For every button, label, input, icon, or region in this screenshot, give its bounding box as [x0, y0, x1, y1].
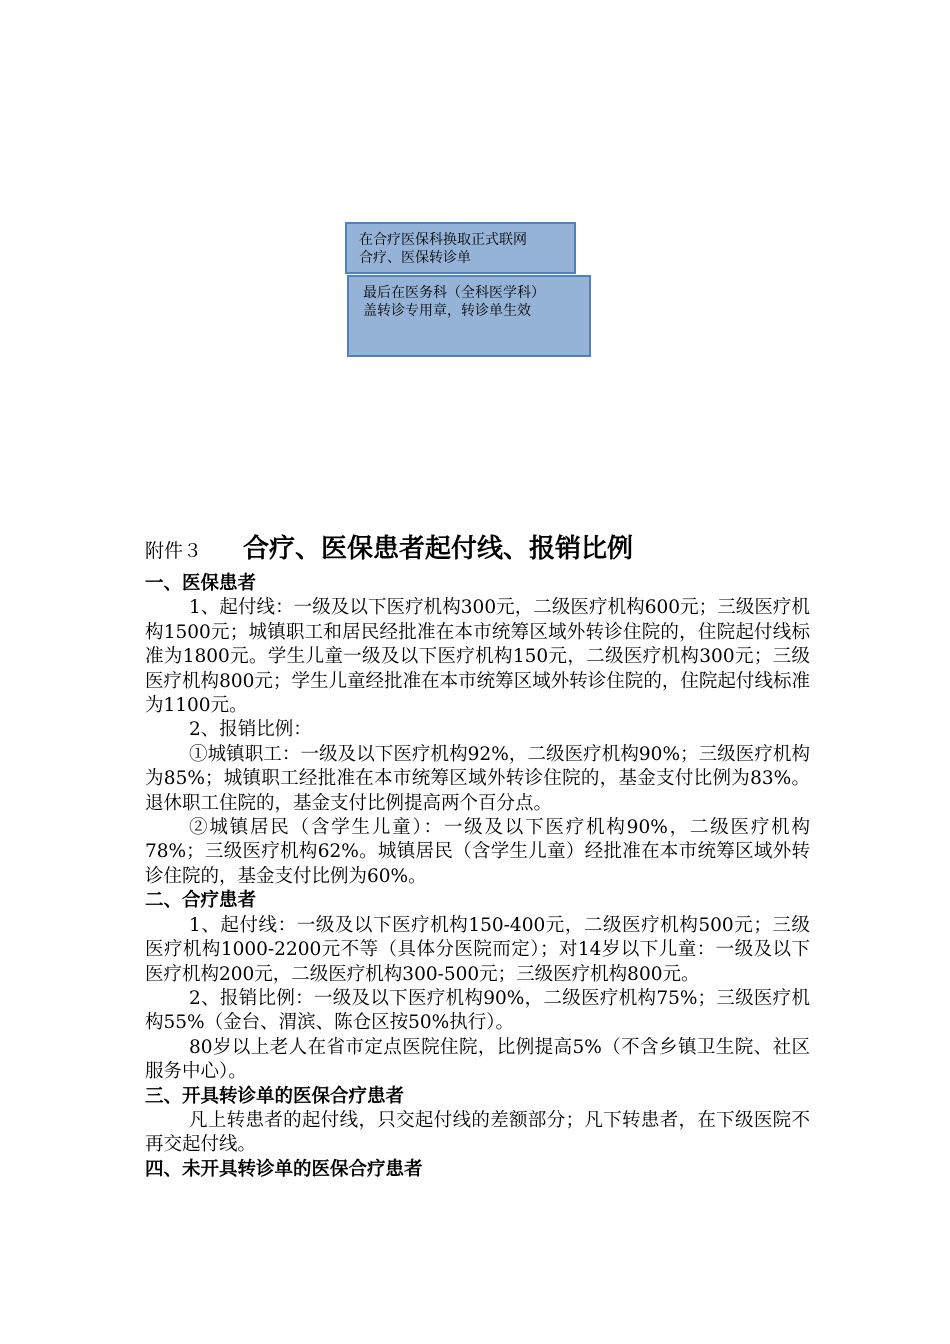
document-content: [145, 572, 810, 1182]
paragraph-insured-ratio-title: 2、报销比例：: [189, 719, 312, 741]
attachment-label: 附件３: [145, 540, 203, 562]
flowchart-box-line: 最后在医务科（全科医学科）: [363, 285, 545, 301]
flowchart-box-line: 盖转诊专用章，转诊单生效: [363, 303, 531, 319]
attachment-title-row: [145, 533, 810, 565]
flowchart-box-line: 合疗、医保转诊单: [359, 250, 471, 266]
section-heading-without-referral: 四、未开具转诊单的医保合疗患者: [145, 1158, 423, 1180]
section-heading-cooperative: 二、合疗患者: [145, 890, 257, 912]
paragraph-elderly: 80岁以上老人在省市定点医院住院，比例提高5%（不含乡镇卫生院、社区服务中心）。: [145, 1036, 810, 1083]
section-heading-with-referral: 三、开具转诊单的医保合疗患者: [145, 1085, 405, 1107]
attachment-title: 合疗、医保患者起付线、报销比例: [243, 534, 634, 564]
paragraph-urban-employees: ①城镇职工：一级及以下医疗机构92%，二级医疗机构90%；三级医疗机构为85%；城镇职工经批准在本市统筹区域外转诊住院的，基金支付比例为83%。退休职工住院的，基金支付比例提高两个百分点。: [145, 743, 810, 814]
flowchart-box-exchange-referral: [345, 222, 576, 274]
paragraph-insured-deductible: 1、起付线：一级及以下医疗机构300元，二级医疗机构600元；三级医疗机构1500元；城镇职工和居民经批准在本市统筹区域外转诊住院的，住院起付线标准为1800元。学生儿童一级及以下医疗机构150元，二级医疗机构300元；三级医疗机构800元；学生儿童经批准在本市统筹区域外转诊住院的，住院起付线标准为1100元。: [145, 597, 810, 717]
paragraph-with-referral: 凡上转患者的起付线，只交起付线的差额部分；凡下转患者，在下级医院不再交起付线。: [145, 1109, 810, 1156]
paragraph-urban-residents: ②城镇居民（含学生儿童）：一级及以下医疗机构90%，二级医疗机构78%；三级医疗机构62%。城镇居民（含学生儿童）经批准在本市统筹区域外转诊住院的，基金支付比例为60%。: [145, 817, 810, 887]
paragraph-cooperative-deductible: 1、起付线：一级及以下医疗机构150-400元，二级医疗机构500元；三级医疗机构1000-2200元不等（具体分医院而定）；对14岁以下儿童：一级及以下医疗机构200元，二级医疗机构300-500元；三级医疗机构800元。: [145, 914, 810, 985]
section-heading-insured: 一、医保患者: [145, 573, 257, 594]
paragraph-cooperative-ratio: 2、报销比例：一级及以下医疗机构90%，二级医疗机构75%；三级医疗机构55%（金台、渭滨、陈仓区按50%执行）。: [145, 987, 810, 1034]
flowchart-box-stamp-referral: [347, 275, 591, 357]
flowchart-box-line: 在合疗医保科换取正式联网: [359, 232, 527, 248]
